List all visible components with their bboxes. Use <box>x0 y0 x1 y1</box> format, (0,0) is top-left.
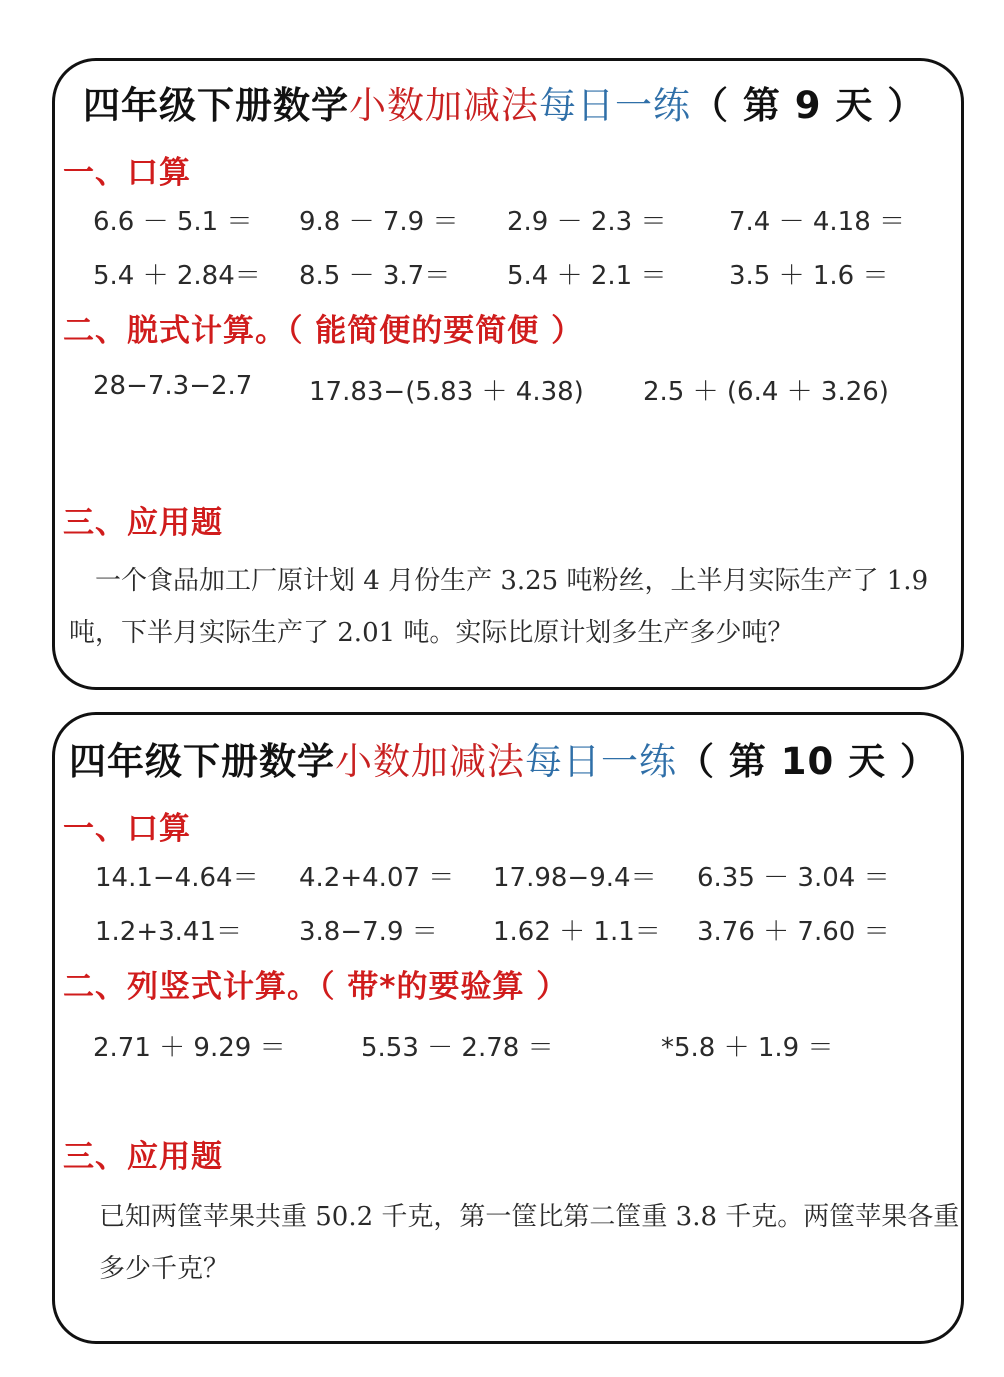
mental-math-item: 1.62 ＋ 1.1＝ <box>493 917 661 947</box>
section-heading-word-problem: 三、应用题 <box>63 505 223 541</box>
word-problem-text: 一个食品加工厂原计划 4 月份生产 3.25 吨粉丝，上半月实际生产了 1.9 吨，下半月实际生产了 2.01 吨。实际比原计划多生产多少吨？ <box>69 566 929 648</box>
vertical-calc-item: 5.53 － 2.78 ＝ <box>361 1033 554 1063</box>
worksheet-title <box>69 731 938 785</box>
vertical-calc-item: 2.71 ＋ 9.29 ＝ <box>93 1033 286 1063</box>
mental-math-item: 2.9 － 2.3 ＝ <box>507 207 667 237</box>
title-day: （ 第 10 天 ） <box>677 740 939 783</box>
section-heading-vertical-calculation: 二、列竖式计算。（ 带*的要验算 ） <box>63 969 569 1005</box>
vertical-calc-item: *5.8 ＋ 1.9 ＝ <box>661 1033 834 1063</box>
title-daily: 每日一练 <box>525 740 677 783</box>
title-prefix: 四年级下册数学 <box>83 84 349 127</box>
worksheet-title <box>83 75 925 129</box>
mental-math-item: 3.76 ＋ 7.60 ＝ <box>697 917 890 947</box>
mental-math-item: 9.8 － 7.9 ＝ <box>299 207 459 237</box>
worksheet-card-day-10 <box>52 712 964 1344</box>
section-heading-word-problem: 三、应用题 <box>63 1139 223 1175</box>
mental-math-item: 6.6 － 5.1 ＝ <box>93 207 253 237</box>
mental-math-item: 5.4 ＋ 2.84＝ <box>93 261 261 291</box>
mental-math-item: 8.5 － 3.7＝ <box>299 261 451 291</box>
title-daily: 每日一练 <box>539 84 691 127</box>
title-topic: 小数加减法 <box>349 84 539 127</box>
title-prefix: 四年级下册数学 <box>69 740 335 783</box>
step-calc-item: 28−7.3−2.7 <box>93 371 253 401</box>
section-heading-step-calculation: 二、脱式计算。（ 能简便的要简便 ） <box>63 313 584 349</box>
mental-math-item: 1.2+3.41＝ <box>95 917 243 947</box>
mental-math-item: 7.4 － 4.18 ＝ <box>729 207 906 237</box>
mental-math-item: 14.1−4.64＝ <box>95 863 259 893</box>
word-problem-text: 已知两筐苹果共重 50.2 千克，第一筐比第二筐重 3.8 千克。两筐苹果各重多少千克？ <box>99 1202 960 1284</box>
mental-math-item: 4.2+4.07 ＝ <box>299 863 455 893</box>
title-topic: 小数加减法 <box>335 740 525 783</box>
mental-math-item: 3.8−7.9 ＝ <box>299 917 438 947</box>
worksheet-card-day-9 <box>52 58 964 690</box>
mental-math-item: 17.98−9.4＝ <box>493 863 657 893</box>
step-calc-item: 2.5 ＋ (6.4 ＋ 3.26) <box>643 377 889 407</box>
mental-math-item: 3.5 ＋ 1.6 ＝ <box>729 261 889 291</box>
step-calc-item: 17.83−(5.83 ＋ 4.38) <box>309 377 584 407</box>
mental-math-item: 6.35 － 3.04 ＝ <box>697 863 890 893</box>
section-heading-mental-math: 一、口算 <box>63 811 191 847</box>
section-heading-mental-math: 一、口算 <box>63 155 191 191</box>
mental-math-item: 5.4 ＋ 2.1 ＝ <box>507 261 667 291</box>
title-day: （ 第 9 天 ） <box>691 84 926 127</box>
